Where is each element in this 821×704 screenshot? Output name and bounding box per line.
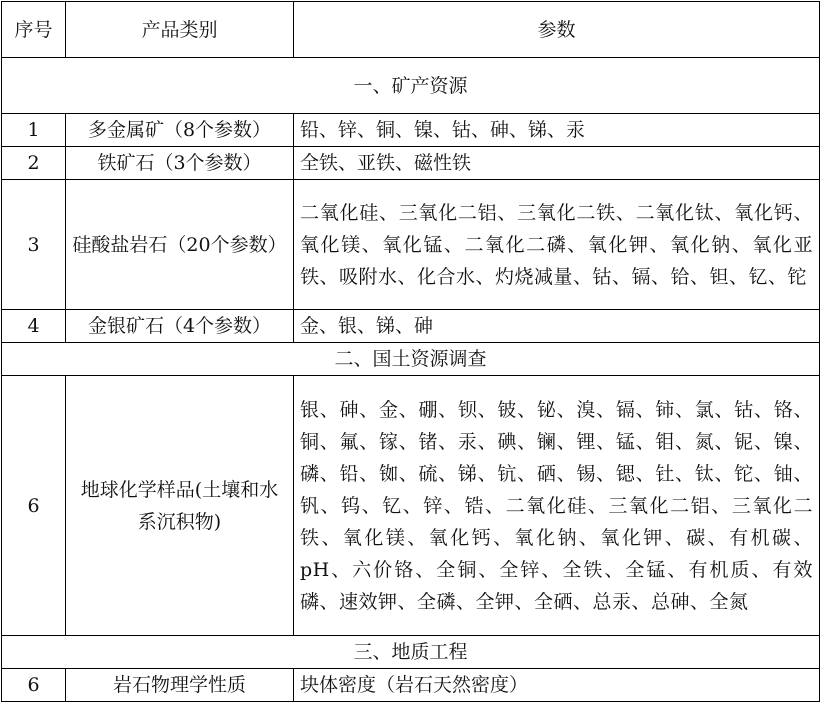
parameter-table xyxy=(1,1,820,702)
row-no: 4 xyxy=(2,310,66,343)
row-no: 6 xyxy=(2,669,66,702)
section-row xyxy=(2,58,820,114)
table-header-row xyxy=(2,2,820,58)
row-params: 块体密度（岩石天然密度） xyxy=(294,669,820,702)
row-category: 金银矿石（4个参数） xyxy=(66,310,294,343)
row-category: 地球化学样品(土壤和水系沉积物) xyxy=(66,376,294,636)
row-no: 3 xyxy=(2,180,66,310)
section-title-geo: 三、地质工程 xyxy=(2,636,820,669)
row-params: 银、砷、金、硼、钡、铍、铋、溴、镉、铈、氯、钴、铬、铜、氟、镓、锗、汞、碘、镧、锂、锰、钼、氮、铌、镍、磷、铅、铷、硫、锑、钪、硒、锡、锶、钍、钛、铊、铀、钒、钨、钇、锌、锆、二氧化硅、三氧化二铝、三氧化二铁、氧化镁、氧化钙、氧化钠、氧化钾、碳、有机碳、pH、六价铬、全铜、全锌、全铁、全锰、有机质、有效磷、速效钾、全磷、全钾、全硒、总汞、总砷、全氮 xyxy=(294,376,820,636)
row-category: 多金属矿（8个参数） xyxy=(66,114,294,147)
table-row xyxy=(2,180,820,310)
row-category: 岩石物理学性质 xyxy=(66,669,294,702)
header-no: 序号 xyxy=(2,2,66,58)
row-params: 铅、锌、铜、镍、钴、砷、锑、汞 xyxy=(294,114,820,147)
section-title-mineral: 一、矿产资源 xyxy=(2,58,820,114)
row-params: 全铁、亚铁、磁性铁 xyxy=(294,147,820,180)
table-row xyxy=(2,147,820,180)
row-no: 2 xyxy=(2,147,66,180)
header-params: 参数 xyxy=(294,2,820,58)
row-params: 金、银、锑、砷 xyxy=(294,310,820,343)
row-category: 硅酸盐岩石（20个参数） xyxy=(66,180,294,310)
row-no: 6 xyxy=(2,376,66,636)
row-category: 铁矿石（3个参数） xyxy=(66,147,294,180)
header-category: 产品类别 xyxy=(66,2,294,58)
table-row xyxy=(2,669,820,702)
table-row xyxy=(2,114,820,147)
section-row xyxy=(2,636,820,669)
table-row xyxy=(2,376,820,636)
section-title-land: 二、国土资源调查 xyxy=(2,343,820,376)
table-row xyxy=(2,310,820,343)
section-row xyxy=(2,343,820,376)
row-params: 二氧化硅、三氧化二铝、三氧化二铁、二氧化钛、氧化钙、氧化镁、氧化锰、二氧化二磷、氧化钾、氧化钠、氧化亚铁、吸附水、化合水、灼烧减量、钴、镉、铪、钽、钇、铊 xyxy=(294,180,820,310)
row-no: 1 xyxy=(2,114,66,147)
